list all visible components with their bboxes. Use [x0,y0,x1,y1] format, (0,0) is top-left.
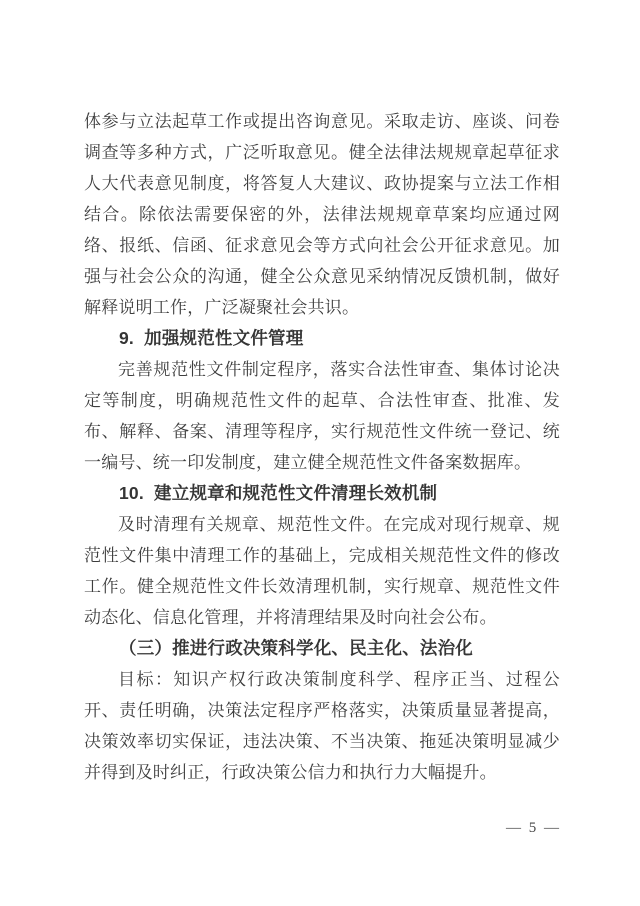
paragraph-section-3-goals: 目标：知识产权行政决策制度科学、程序正当、过程公开、责任明确，决策法定程序严格落实，决策质量显著提高，决策效率切实保证，违法决策、不当决策、拖延决策明显减少并得到及时纠正，行政决策公信力和执行力大幅提升。 [84,670,560,782]
paragraph-continuation: 体参与立法起草工作或提出咨询意见。采取走访、座谈、问卷调查等多种方式，广泛听取意见。健全法律法规规章起草征求人大代表意见制度，将答复人大建议、政协提案与立法工作相结合。除依法需要保密的外，法律法规规章草案均应通过网络、报纸、信函、征求意见会等方式向社会公开征求意见。加强与社会公众的沟通，健全公众意见采纳情况反馈机制，做好解释说明工作，广泛凝聚社会共识。 [84,112,560,317]
page-number: — 5 — [506,820,561,836]
paragraph-item-9: 完善规范性文件制定程序，落实合法性审查、集体讨论决定等制度，明确规范性文件的起草、合法性审查、批准、发布、解释、备案、清理等程序，实行规范性文件统一登记、统一编号、统一印发制度，建立健全规范性文件备案数据库。 [84,360,560,472]
paragraph-item-10: 及时清理有关规章、规范性文件。在完成对现行规章、规范性文件集中清理工作的基础上，完成相关规范性文件的修改工作。健全规范性文件长效清理机制，实行规章、规范性文件动态化、信息化管理，并将清理结果及时向社会公布。 [84,515,560,627]
document-body [84,106,560,788]
heading-section-3: （三）推进行政决策科学化、民主化、法治化 [119,638,473,658]
heading-item-10: 10. 建立规章和规范性文件清理长效机制 [119,483,438,503]
heading-item-9: 9. 加强规范性文件管理 [119,328,304,348]
